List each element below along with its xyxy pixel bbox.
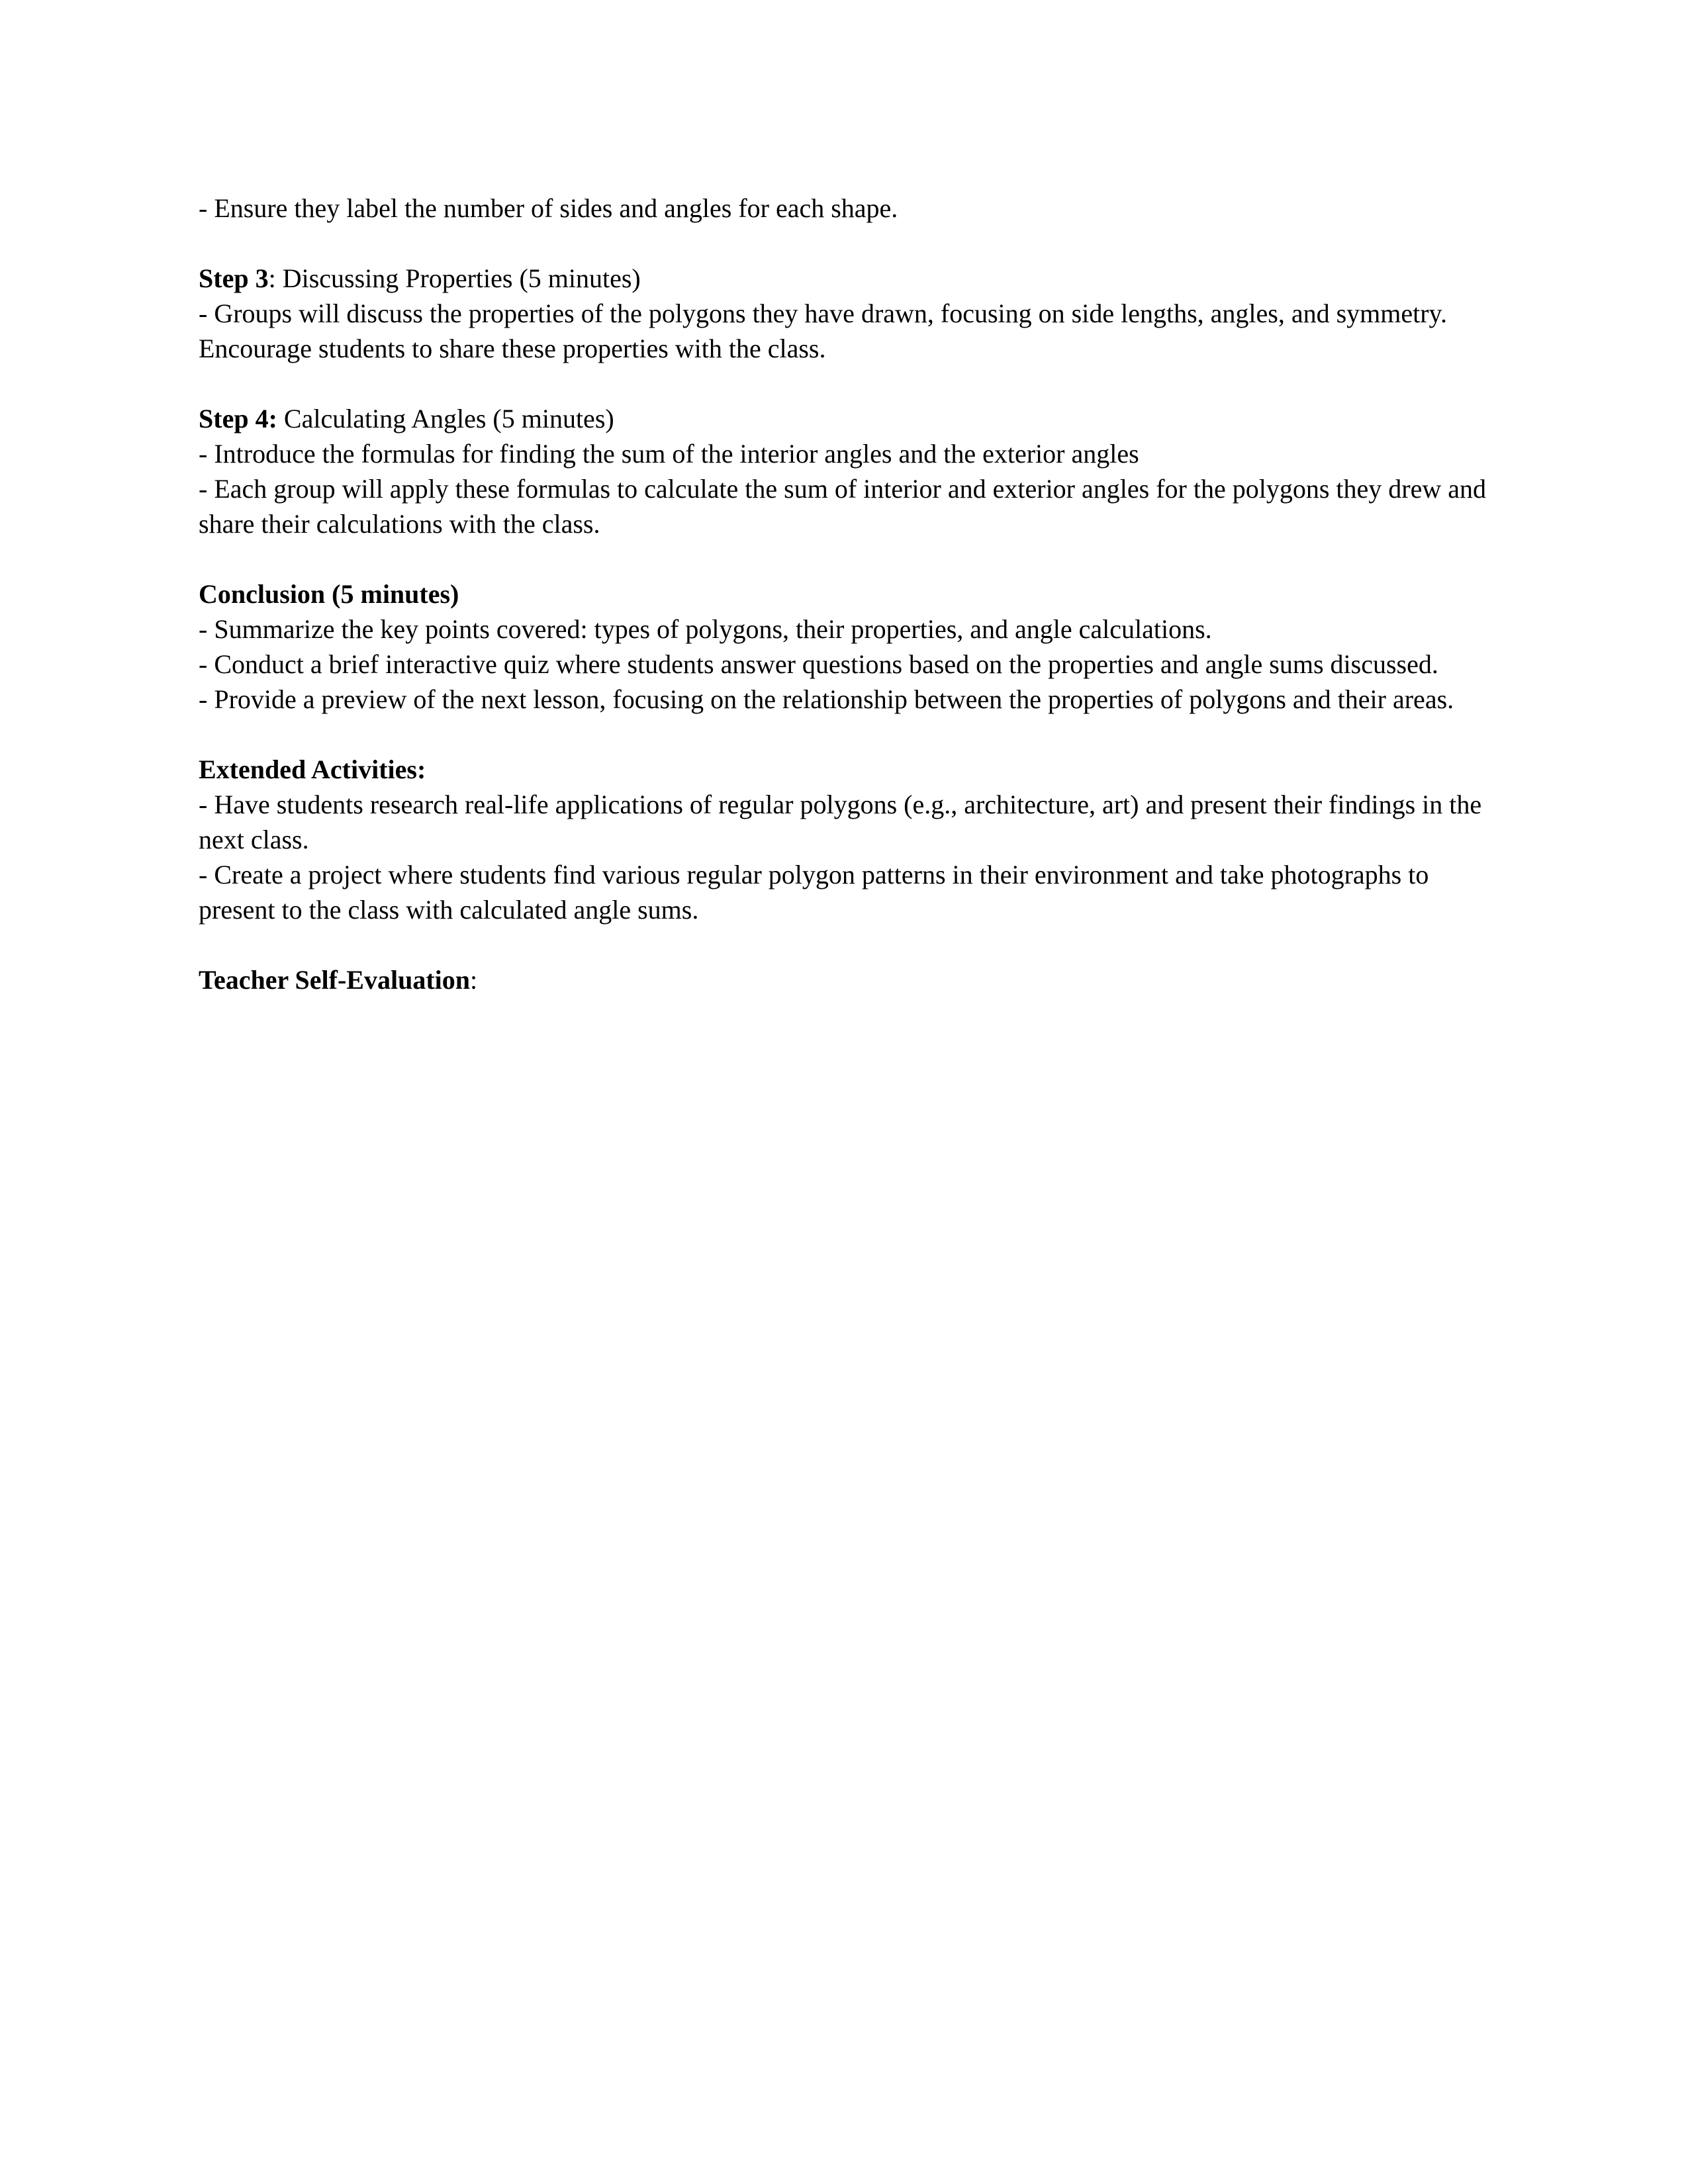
step4-body-1: - Introduce the formulas for finding the sum of the interior angles and the exterior angles: [199, 439, 1139, 469]
conclusion-body-1: - Summarize the key points covered: types of polygons, their properties, and angle calculations.: [199, 614, 1212, 644]
teacher-self-evaluation-bold: Teacher Self-Evaluation: [199, 965, 471, 995]
step4-heading: [199, 401, 1486, 436]
step4-heading-rest: Calculating Angles (5 minutes): [277, 404, 614, 433]
paragraph-spacer: [199, 226, 1486, 261]
ensure-label-line: - Ensure they label the number of sides and angles for each shape.: [199, 193, 898, 223]
step3-heading-bold: Step 3: [199, 263, 269, 293]
conclusion-body-2: - Conduct a brief interactive quiz where students answer questions based on the properties and angle sums discussed.: [199, 649, 1438, 679]
conclusion-body-3: - Provide a preview of the next lesson, focusing on the relationship between the properties of polygons and their areas.: [199, 684, 1454, 714]
conclusion-heading: Conclusion (5 minutes): [199, 579, 459, 609]
paragraph-spacer: [199, 927, 1486, 962]
step3-heading: [199, 261, 1486, 296]
extended-activities-heading: Extended Activities:: [199, 754, 426, 784]
paragraph-spacer: [199, 541, 1486, 576]
extended-body-2: - Create a project where students find various regular polygon patterns in their environment and take photographs to present to the class with calculated angle sums.: [199, 860, 1429, 925]
teacher-self-evaluation-heading: [199, 962, 1486, 997]
step3-heading-rest: : Discussing Properties (5 minutes): [268, 263, 641, 293]
step4-heading-bold: Step 4:: [199, 404, 277, 433]
paragraph-spacer: [199, 366, 1486, 401]
step3-body: - Groups will discuss the properties of the polygons they have drawn, focusing on side lengths, angles, and symmetry. Encourage students to share these properties with the class.: [199, 298, 1447, 363]
extended-body-1: - Have students research real-life applications of regular polygons (e.g., architecture, art) and present their findings in the next class.: [199, 790, 1482, 854]
document-text-column: [199, 191, 1486, 997]
step4-body-2: - Each group will apply these formulas to calculate the sum of interior and exterior angles for the polygons they drew and share their calculations with the class.: [199, 474, 1486, 539]
teacher-self-evaluation-rest: :: [470, 965, 478, 995]
paragraph-spacer: [199, 717, 1486, 752]
